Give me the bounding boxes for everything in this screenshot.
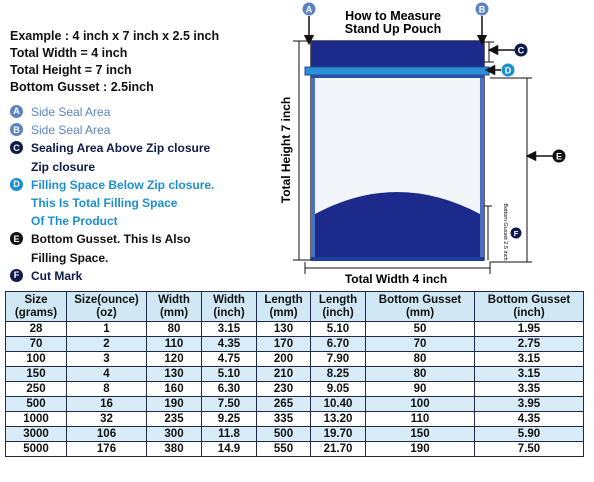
table-row <box>6 367 584 382</box>
marker-f-label: F <box>513 229 519 238</box>
cell: 28 <box>6 322 67 337</box>
side-seal-left <box>311 78 315 260</box>
cell: 16 <box>67 397 147 412</box>
cell: 7.90 <box>311 352 366 367</box>
cell: 9.05 <box>311 382 366 397</box>
cell: 80 <box>366 352 475 367</box>
cell: 4.35 <box>475 412 584 427</box>
header-length-mm: Length (mm) <box>257 292 311 322</box>
cell: 550 <box>257 442 311 457</box>
cell: 200 <box>257 352 311 367</box>
cell: 3.15 <box>475 367 584 382</box>
cell: 100 <box>366 397 475 412</box>
legend-marker-d: D <box>10 178 23 191</box>
table-row <box>6 442 584 457</box>
cell: 1 <box>67 322 147 337</box>
cell: 3.15 <box>475 352 584 367</box>
example-width: Total Width = 4 inch <box>10 46 128 60</box>
cell: 5.10 <box>311 322 366 337</box>
table-row <box>6 337 584 352</box>
cell: 110 <box>147 337 202 352</box>
cell: 230 <box>257 382 311 397</box>
cell: 19.70 <box>311 427 366 442</box>
cell: 2 <box>67 337 147 352</box>
legend-text-d3: Of The Product <box>31 214 118 229</box>
header-length-inch: Length (inch) <box>311 292 366 322</box>
header-size-ounce: Size(ounce) (oz) <box>67 292 147 322</box>
marker-b-label: B <box>478 4 486 15</box>
legend-text-d: Filling Space Below Zip closure. <box>31 177 215 192</box>
cell: 90 <box>366 382 475 397</box>
total-width-label: Total Width 4 inch <box>344 272 448 286</box>
cell: 170 <box>257 337 311 352</box>
cell: 1.95 <box>475 322 584 337</box>
marker-d-label: D <box>504 65 512 76</box>
cell: 150 <box>366 427 475 442</box>
cell: 190 <box>147 397 202 412</box>
diagram-title-line1: How to Measure <box>345 9 441 23</box>
marker-a-label: A <box>305 4 313 15</box>
cell: 250 <box>6 382 67 397</box>
diagram-title-line2: Stand Up Pouch <box>344 22 442 36</box>
cell: 120 <box>147 352 202 367</box>
table-row <box>6 412 584 427</box>
cell: 176 <box>67 442 147 457</box>
bottom-gusset-label: Bottom Gusset 2.5 inch <box>502 203 508 261</box>
top-seal-area <box>311 41 484 67</box>
cell: 130 <box>147 367 202 382</box>
zip-closure <box>305 67 489 75</box>
cell: 380 <box>147 442 202 457</box>
example-line: Example : 4 inch x 7 inch x 2.5 inch <box>10 29 220 43</box>
cell: 100 <box>6 352 67 367</box>
legend-text-e2: Filling Space. <box>31 250 109 265</box>
cell: 8.25 <box>311 367 366 382</box>
cell: 5.90 <box>475 427 584 442</box>
legend-text-a: Side Seal Area <box>31 105 111 119</box>
size-table <box>5 291 584 457</box>
cell: 4.75 <box>202 352 257 367</box>
example-height: Total Height = 7 inch <box>10 63 132 77</box>
cell: 106 <box>67 427 147 442</box>
legend-text-c: Sealing Area Above Zip closure <box>31 141 211 156</box>
cell: 21.70 <box>311 442 366 457</box>
legend-text-b: Side Seal Area <box>31 123 111 138</box>
side-seal-right <box>480 78 484 260</box>
cell: 5.10 <box>202 367 257 382</box>
legend-text-e: Bottom Gusset. This Is Also <box>31 232 191 247</box>
table-header-row <box>6 292 584 322</box>
cell: 300 <box>147 427 202 442</box>
cell: 3.35 <box>475 382 584 397</box>
table-row <box>6 397 584 412</box>
cell: 265 <box>257 397 311 412</box>
header-gusset-inch: Bottom Gusset (inch) <box>475 292 584 322</box>
cell: 3.15 <box>202 322 257 337</box>
legend-text-f: Cut Mark <box>31 268 83 283</box>
table-row <box>6 382 584 397</box>
cell: 235 <box>147 412 202 427</box>
cell: 130 <box>257 322 311 337</box>
cell: 5000 <box>6 442 67 457</box>
marker-c-label: C <box>517 45 525 56</box>
cell: 335 <box>257 412 311 427</box>
marker-e-label: E <box>555 151 563 162</box>
cell: 50 <box>366 322 475 337</box>
cell: 3.95 <box>475 397 584 412</box>
cell: 80 <box>366 367 475 382</box>
cell: 210 <box>257 367 311 382</box>
cell: 160 <box>147 382 202 397</box>
header-gusset-mm: Bottom Gusset (mm) <box>366 292 475 322</box>
total-height-label: Total Height 7 inch <box>279 96 293 204</box>
cell: 3 <box>67 352 147 367</box>
header-width-inch: Width (inch) <box>202 292 257 322</box>
legend-marker-f: F <box>10 269 23 282</box>
example-gusset: Bottom Gusset : 2.5inch <box>10 80 154 94</box>
header-width-mm: Width (mm) <box>147 292 202 322</box>
legend-marker-b: B <box>10 123 23 136</box>
cell: 80 <box>147 322 202 337</box>
cell: 3000 <box>6 427 67 442</box>
legend-marker-c: C <box>10 141 23 154</box>
cell: 14.9 <box>202 442 257 457</box>
legend-marker-a: A <box>10 105 23 118</box>
legend-text-c2: Zip closure <box>31 159 96 174</box>
cell: 7.50 <box>475 442 584 457</box>
cell: 110 <box>366 412 475 427</box>
cell: 150 <box>6 367 67 382</box>
bottom-seal <box>311 257 484 261</box>
table-row <box>6 322 584 337</box>
cell: 1000 <box>6 412 67 427</box>
cell: 2.75 <box>475 337 584 352</box>
legend-text-d2: This Is Total Filling Space <box>31 196 178 211</box>
table-row <box>6 427 584 442</box>
cell: 4 <box>67 367 147 382</box>
cell: 32 <box>67 412 147 427</box>
cell: 190 <box>366 442 475 457</box>
cell: 6.70 <box>311 337 366 352</box>
zip-closure-lower <box>311 75 484 78</box>
cell: 6.30 <box>202 382 257 397</box>
cell: 4.35 <box>202 337 257 352</box>
table-row <box>6 352 584 367</box>
cell: 70 <box>6 337 67 352</box>
cell: 11.8 <box>202 427 257 442</box>
cell: 8 <box>67 382 147 397</box>
cell: 13.20 <box>311 412 366 427</box>
cell: 7.50 <box>202 397 257 412</box>
cell: 10.40 <box>311 397 366 412</box>
header-size-grams: Size (grams) <box>6 292 67 322</box>
cell: 9.25 <box>202 412 257 427</box>
cell: 70 <box>366 337 475 352</box>
legend-marker-e: E <box>10 232 23 245</box>
cell: 500 <box>257 427 311 442</box>
cell: 500 <box>6 397 67 412</box>
